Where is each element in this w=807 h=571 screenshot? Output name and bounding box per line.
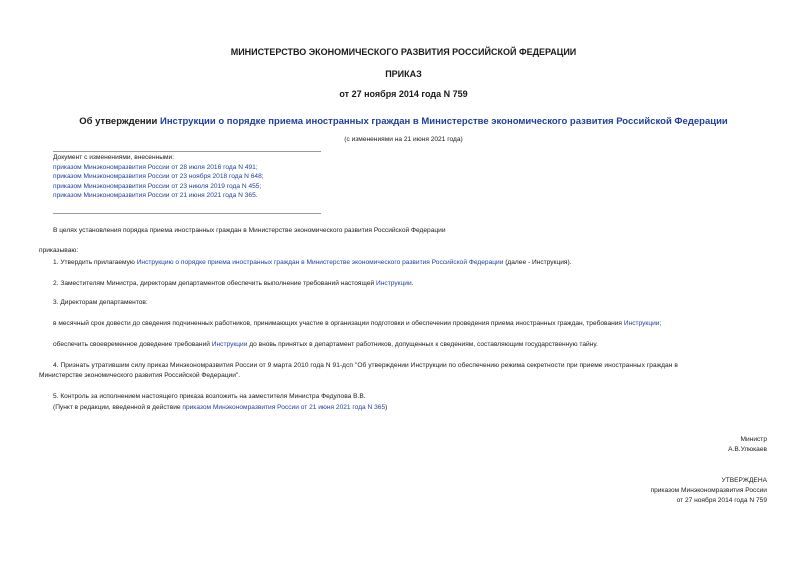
revision-note: (с изменениями на 21 июня 2021 года) [344,136,463,143]
p3a-instruction-link[interactable]: Инструкции [623,320,660,327]
p3a-prefix: в месячный срок довести до сведения подчиненных работников, принимающих участие в организации подготовки и обеспечении проведения приема иностранных граждан, требования [53,320,624,327]
p3b-prefix: обеспечить своевременное доведение требований [53,341,212,348]
p2-prefix: 2. Заместителям Министра, директорам департаментов обеспечить выполнение требований настоящей [53,280,377,287]
paragraph-3: 3. Директорам департаментов: [53,299,148,306]
paragraph-1 [53,259,572,266]
p3b-instruction-link[interactable]: Инструкции [211,341,248,348]
paragraph-5: 5. Контроль за исполнением настоящего приказа возложить на заместителя Министра Федулова В.В. [53,393,366,400]
intro-paragraph: В целях установления порядка приема иностранных граждан в Министерстве экономического развития Российской Федерации [53,227,446,234]
instruction-title-link[interactable]: Инструкции о порядке приема иностранных граждан в Министерстве экономического развития Российской Федерации [159,116,728,127]
paragraph-5-note [53,404,387,411]
paragraph-4-line-2: Министерстве экономического развития Российской Федерации". [39,372,241,379]
p1-suffix: (далее - Инструкция). [503,259,572,266]
changes-box-bottom-rule [53,213,321,214]
paragraph-4-line-1: 4. Признать утратившим силу приказ Минэкономразвития России от 9 марта 2010 года N 91-дсп "Об утверждении Инструкции по обеспечению режима секретности при приеме иностранных граждан в [53,362,678,369]
p5-note-prefix: (Пункт в редакции, введенной в действие [53,404,183,411]
changes-box-heading: Документ с изменениями, внесенными: [53,154,175,161]
changes-box-top-rule [53,151,321,152]
p2-instruction-link[interactable]: Инструкции [376,280,412,287]
p5-note-suffix: ) [385,404,388,411]
p3a-suffix: ; [659,320,662,327]
doc-title [0,116,807,127]
p1-prefix: 1. Утвердить прилагаемую [53,259,137,266]
paragraph-2 [53,280,414,287]
p5-note-link[interactable]: приказом Минэкономразвития России от 21 июня 2021 года N 365 [182,404,386,411]
paragraph-3a [53,320,661,327]
approval-line-2: от 27 ноября 2014 года N 759 [676,497,767,504]
signature-position: Министр [740,436,767,443]
approval-line-1: приказом Минэкономразвития России [650,487,767,494]
change-link-1[interactable]: приказом Минэкономразвития России от 28 июля 2016 года N 491; [53,163,258,171]
paragraph-3b [53,341,598,348]
p2-suffix: . [411,280,414,287]
approval-word: УТВЕРЖДЕНА [721,477,767,484]
change-link-2[interactable]: приказом Минэкономразвития России от 23 ноября 2018 года N 648; [53,173,264,180]
p1-instruction-link[interactable]: Инструкцию о порядке приема иностранных граждан в Министерстве экономического развития Российской Федерации [136,259,504,266]
doc-type-heading: ПРИКАЗ [385,69,422,79]
doc-date-number: от 27 ноября 2014 года N 759 [339,89,468,99]
p3b-suffix: до вновь принятых в департамент работников, допущенных к сведениям, составляющим государственную тайну. [247,341,598,348]
signature-name: А.В.Улюкаев [728,446,767,453]
order-word: приказываю: [39,247,79,254]
ministry-heading: МИНИСТЕРСТВО ЭКОНОМИЧЕСКОГО РАЗВИТИЯ РОССИЙСКОЙ ФЕДЕРАЦИИ [230,47,577,57]
change-link-3[interactable]: приказом Минэкономразвития России от 23 ниюля 2019 года N 455; [53,182,262,190]
doc-title-prefix: Об утверждении [79,116,160,127]
changes-box [53,153,264,201]
change-link-4[interactable]: приказом Минэкономразвития России от 21 июня 2021 года N 365. [53,192,258,199]
